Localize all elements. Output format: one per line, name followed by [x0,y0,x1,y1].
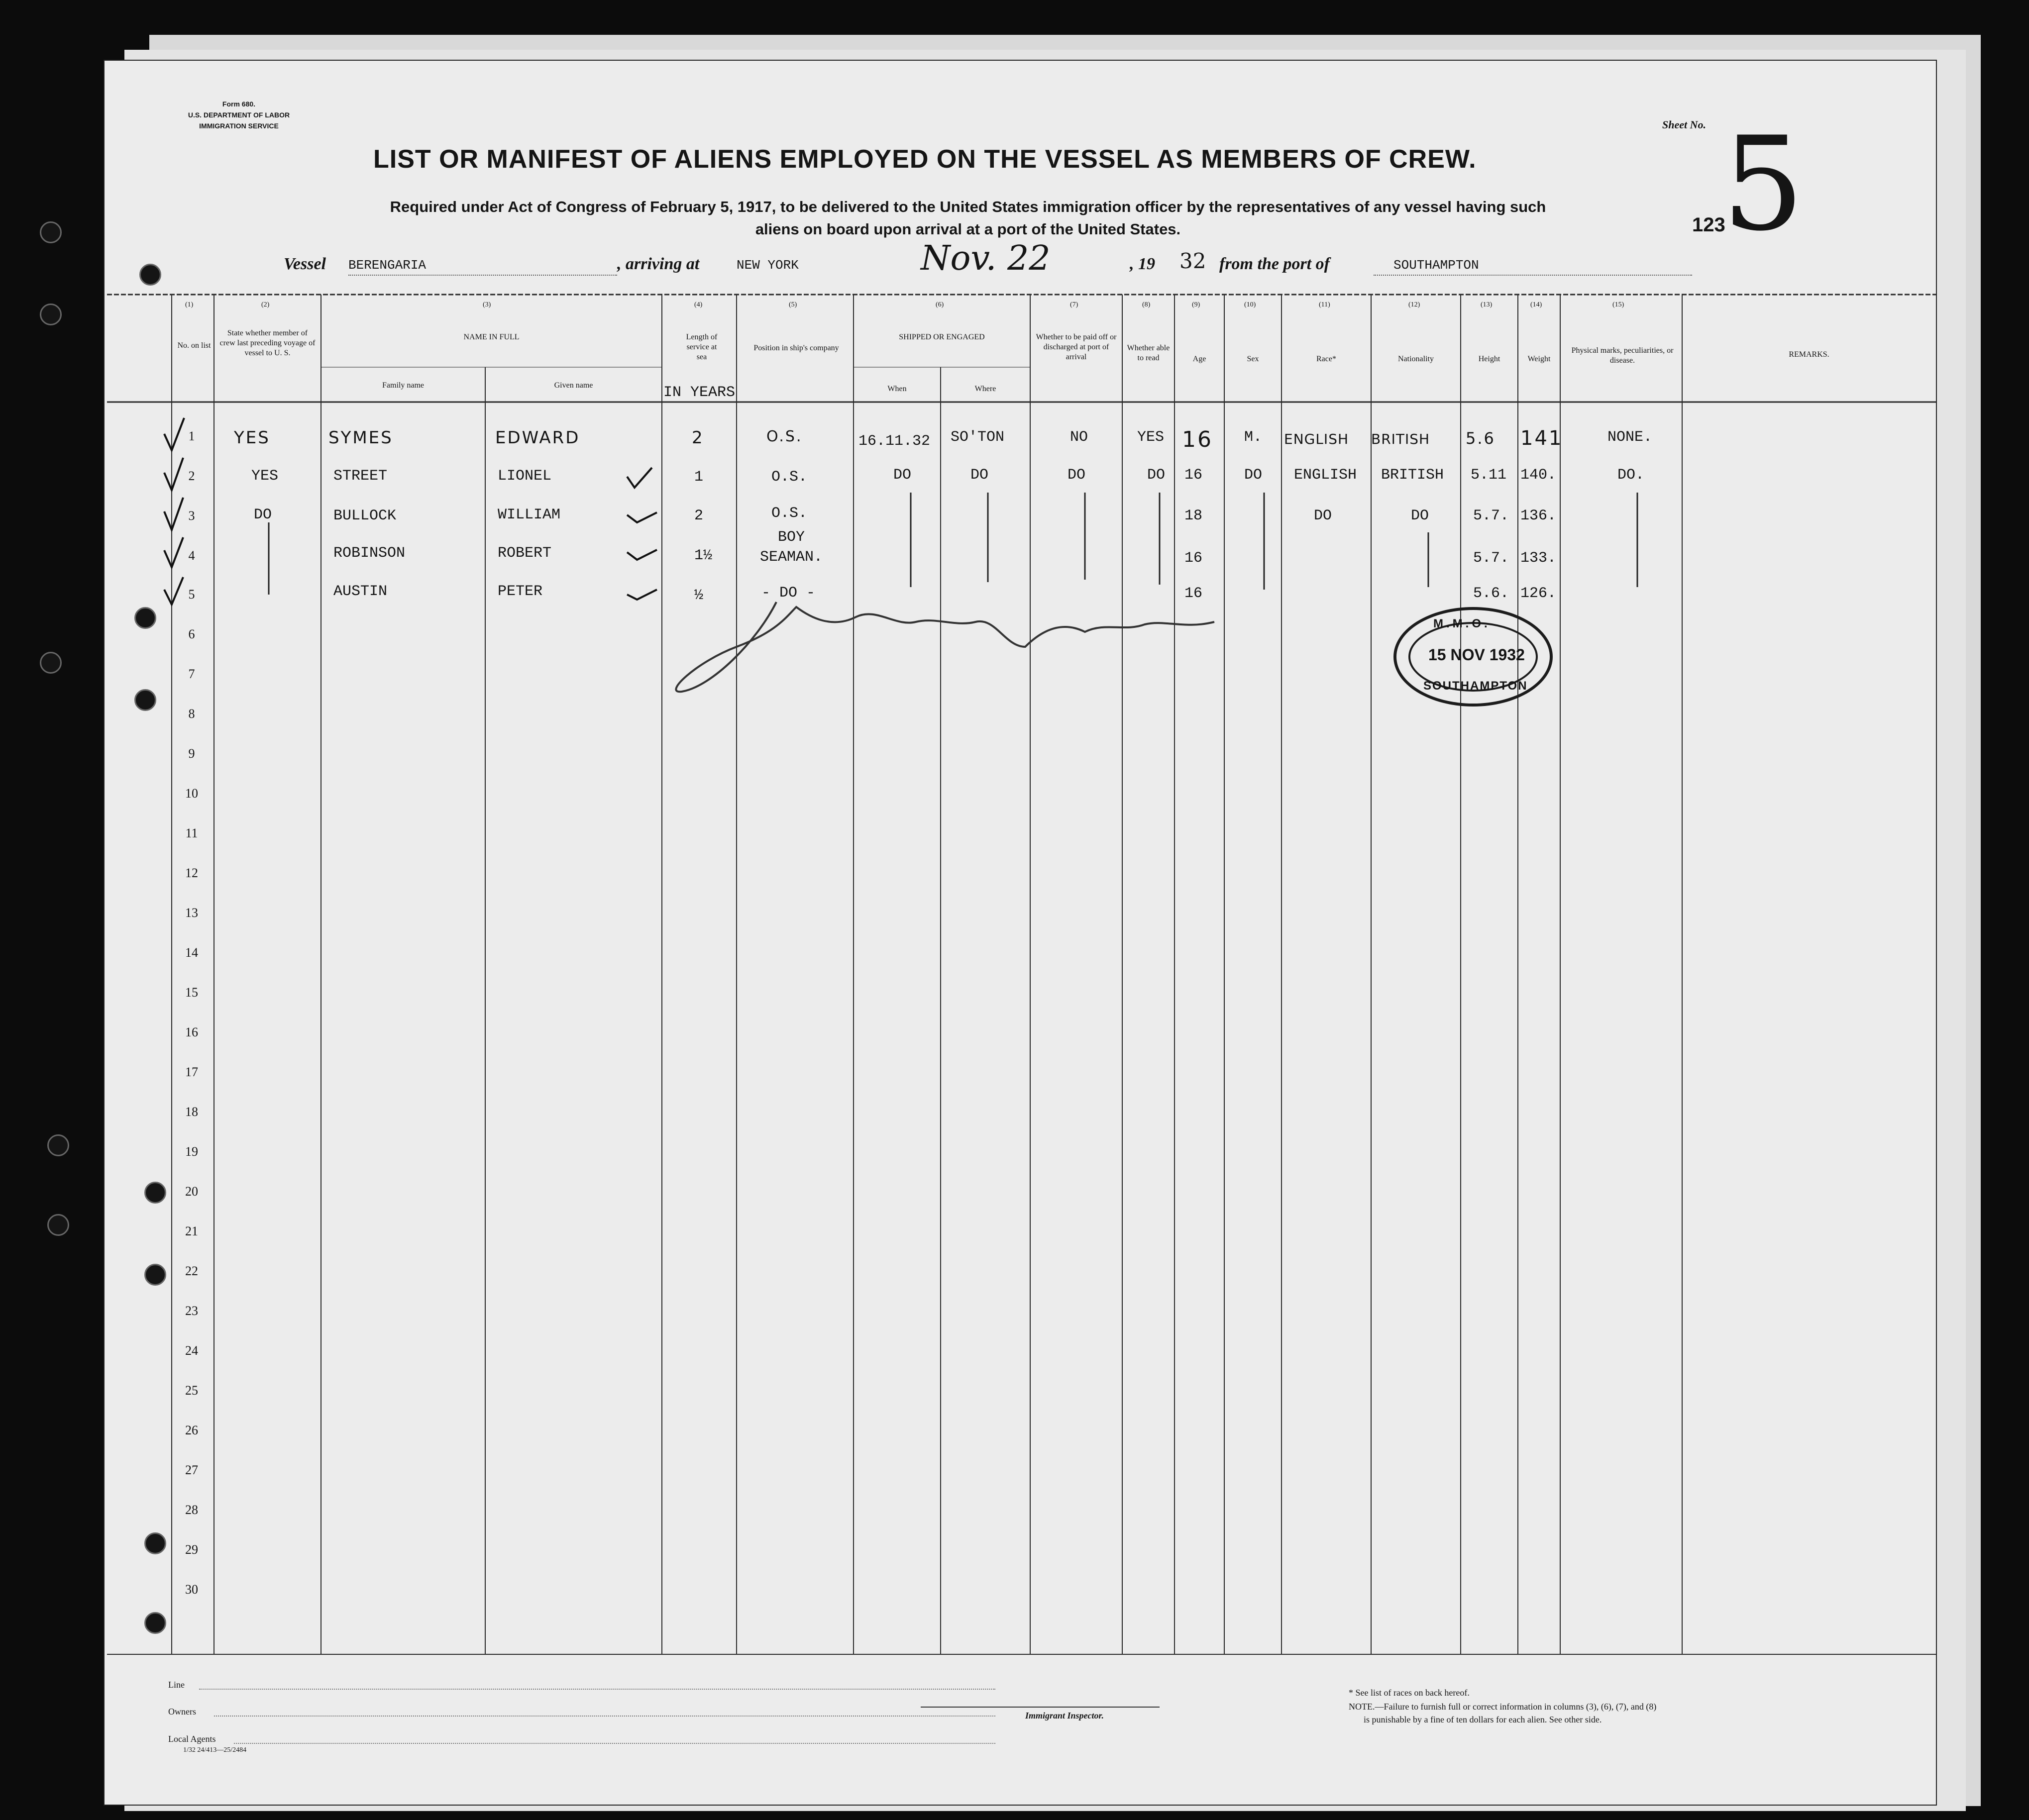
row-number: 29 [185,1542,198,1557]
header-prev-voyage: State whether member of crew last preceding voyage of vessel to U. S. [219,329,316,357]
row-number: 8 [188,707,195,721]
row-2-previous-voyage: YES [251,468,279,485]
row-2-years: 1 [694,469,704,486]
col-num-12: (12) [1408,301,1420,308]
row-5-family-name: AUSTIN [333,583,388,600]
vessel-label: Vessel [284,255,326,273]
year-value: 32 [1179,249,1206,273]
manifest-title: LIST OR MANIFEST OF ALIENS EMPLOYED ON THE VESSEL AS MEMBERS OF CREW. [373,145,1477,174]
footer-note: NOTE.—Failure to furnish full or correct information in columns (3), (6), (7), and (8) [1349,1702,1657,1712]
row-2-height: 5.11 [1471,467,1507,484]
header-in-years: IN YEARS [663,384,736,401]
row-number: 3 [188,508,195,523]
row-number: 16 [185,1025,198,1039]
col-num-6: (6) [936,301,944,308]
row-3-age: 18 [1184,507,1203,524]
form-number: Form 680. [222,100,256,108]
row-1-given-name: EDWARD [495,428,580,448]
row-2-where: DO [970,467,989,484]
row-1-years: 2 [692,428,704,448]
header-no-on-list: No. on list [177,341,211,350]
header-age: Age [1192,355,1206,363]
header-when: When [887,385,907,393]
col-num-1: (1) [185,301,194,308]
col-num-3: (3) [483,301,491,308]
row-5-weight: 126. [1520,585,1557,602]
row-2-paid-off: DO [1068,467,1086,484]
footer-see-list: * See list of races on back hereof. [1349,1688,1470,1698]
subtitle-line-2: aliens on board upon arrival at a port of the United States. [755,220,1181,238]
col-num-10: (10) [1244,301,1256,308]
row-1-nationality: BRITISH [1371,431,1430,447]
row-2-physical-marks: DO. [1617,467,1645,484]
row-number: 7 [188,667,195,681]
page-number: 123 [1692,214,1725,236]
row-5-given-name: PETER [498,583,543,600]
row-2-sex: DO [1244,467,1263,484]
footer-inspector-label: Immigrant Inspector. [1025,1711,1104,1720]
col-num-7: (7) [1070,301,1078,308]
col-num-2: (2) [261,301,270,308]
row-2-family-name: STREET [333,468,388,485]
stamp-top-text: M.M.O. [1433,617,1491,630]
row-5-position: - DO - [761,585,816,602]
row-4-height: 5.7. [1473,550,1509,567]
row-number: 20 [185,1184,198,1199]
row-number: 9 [188,746,195,761]
row-4-family-name: ROBINSON [333,545,406,562]
row-2-race: ENGLISH [1294,467,1357,484]
row-5-height: 5.6. [1473,585,1509,602]
row-number: 2 [188,469,195,483]
row-1-race: ENGLISH [1284,431,1349,447]
col-num-14: (14) [1530,301,1542,308]
row-4-age: 16 [1184,550,1203,567]
row-number: 17 [185,1065,198,1079]
row-2-position: O.S. [771,469,808,486]
row-1-age: 16 [1182,427,1213,452]
row-3-weight: 136. [1520,507,1557,524]
row-2-when: DO [893,467,912,484]
row-number: 30 [185,1582,198,1597]
footer-owners-label: Owners [168,1707,196,1717]
row-number: 12 [185,866,198,880]
row-5-age: 16 [1184,585,1203,602]
arriving-label: , arriving at [617,255,700,273]
year-prefix: , 19 [1130,255,1155,273]
row-2-age: 16 [1184,467,1203,484]
col-num-9: (9) [1192,301,1200,308]
header-physical-marks: Physical marks, peculiarities, or disease. [1571,346,1674,365]
header-sex: Sex [1247,355,1259,363]
row-1-read: YES [1137,429,1165,446]
row-number: 4 [188,548,195,563]
departure-port: SOUTHAMPTON [1393,258,1479,273]
row-number: 14 [185,945,198,960]
row-number: 13 [185,906,198,920]
row-number: 27 [185,1463,198,1477]
row-1-weight: 141 [1520,427,1563,450]
row-1-where: SO'TON [951,429,1005,446]
row-4-position: BOY SEAMAN. [759,529,823,566]
header-shipped-engaged: SHIPPED OR ENGAGED [899,333,985,341]
col-num-15: (15) [1612,301,1624,308]
sheet-number: 5 [1722,109,1805,260]
subtitle-line-1: Required under Act of Congress of February 5, 1917, to be delivered to the United States immigration officer by the representatives of any vessel having such [390,198,1546,215]
footer-line-label: Line [168,1680,185,1690]
arrival-port: NEW YORK [737,258,799,273]
row-3-previous-voyage: DO [254,506,272,523]
row-1-family-name: SYMES [328,428,393,448]
header-name-in-full: NAME IN FULL [463,333,520,341]
row-4-weight: 133. [1520,550,1557,567]
header-race: Race* [1316,355,1336,363]
row-number: 1 [188,429,195,443]
row-2-given-name: LIONEL [498,468,552,485]
vessel-name: BERENGARIA [348,258,427,273]
row-number: 28 [185,1503,198,1517]
header-where: Where [974,385,996,393]
footer-agents-label: Local Agents [168,1734,216,1744]
row-number: 18 [185,1105,198,1119]
row-number: 5 [188,587,195,602]
row-number: 23 [185,1304,198,1318]
col-num-5: (5) [789,301,797,308]
row-number: 22 [185,1264,198,1278]
row-number: 15 [185,985,198,1000]
row-1-when: 16.11.32 [858,433,931,450]
row-2-nationality: BRITISH [1381,467,1444,484]
col-num-8: (8) [1142,301,1151,308]
row-4-given-name: ROBERT [498,545,552,562]
row-number: 6 [188,627,195,641]
row-3-race: DO [1314,507,1332,524]
row-1-height: 5.6 [1466,429,1495,448]
row-number: 19 [185,1144,198,1159]
service-label: IMMIGRATION SERVICE [199,122,279,130]
sheet-number-label: Sheet No. [1662,118,1706,131]
header-height: Height [1478,355,1500,363]
row-5-years: ½ [694,587,704,604]
row-3-given-name: WILLIAM [498,506,561,523]
row-1-paid-off: NO [1070,429,1088,446]
header-remarks: REMARKS. [1789,350,1829,359]
row-number: 24 [185,1343,198,1358]
header-weight: Weight [1527,355,1551,363]
header-family-name: Family name [382,381,424,390]
footer-print-code: 1/32 24/413—25/2484 [183,1746,247,1754]
header-nationality: Nationality [1398,355,1434,363]
col-num-11: (11) [1319,301,1330,308]
stamp-date: 15 NOV 1932 [1428,646,1525,664]
row-number: 21 [185,1224,198,1238]
row-1-previous-voyage: YES [234,428,270,448]
row-number: 10 [185,786,198,801]
row-1-position: O.S. [766,428,803,445]
header-length-service: Length of service at sea [686,333,718,361]
row-3-years: 2 [694,507,704,524]
stamp-bottom-text: SOUTHAMPTON [1423,679,1528,693]
arrival-date: Nov. 22 [921,239,1051,278]
inspector-signature [676,602,1214,692]
row-1-physical-marks: NONE. [1607,429,1653,446]
from-port-label: from the port of [1219,255,1330,273]
header-position: Position in ship's company [753,344,839,352]
row-3-height: 5.7. [1473,507,1509,524]
row-3-family-name: BULLOCK [333,507,397,524]
row-3-nationality: DO [1411,507,1429,524]
row-2-weight: 140. [1520,467,1557,484]
row-number: 25 [185,1383,198,1398]
header-given-name: Given name [554,381,593,390]
footer-note-2: is punishable by a fine of ten dollars for each alien. See other side. [1364,1715,1602,1724]
row-number: 26 [185,1423,198,1437]
row-4-years: 1½ [694,547,713,564]
col-num-13: (13) [1481,301,1493,308]
row-1-sex: M. [1244,429,1263,446]
col-num-4: (4) [694,301,703,308]
department-label: U.S. DEPARTMENT OF LABOR [188,111,290,119]
header-paid-off: Whether to be paid off or discharged at port of arrival [1036,333,1117,361]
row-number: 11 [185,826,198,840]
row-3-position: O.S. [771,505,808,522]
row-2-read: DO [1147,467,1166,484]
header-able-read: Whether able to read [1127,344,1170,362]
